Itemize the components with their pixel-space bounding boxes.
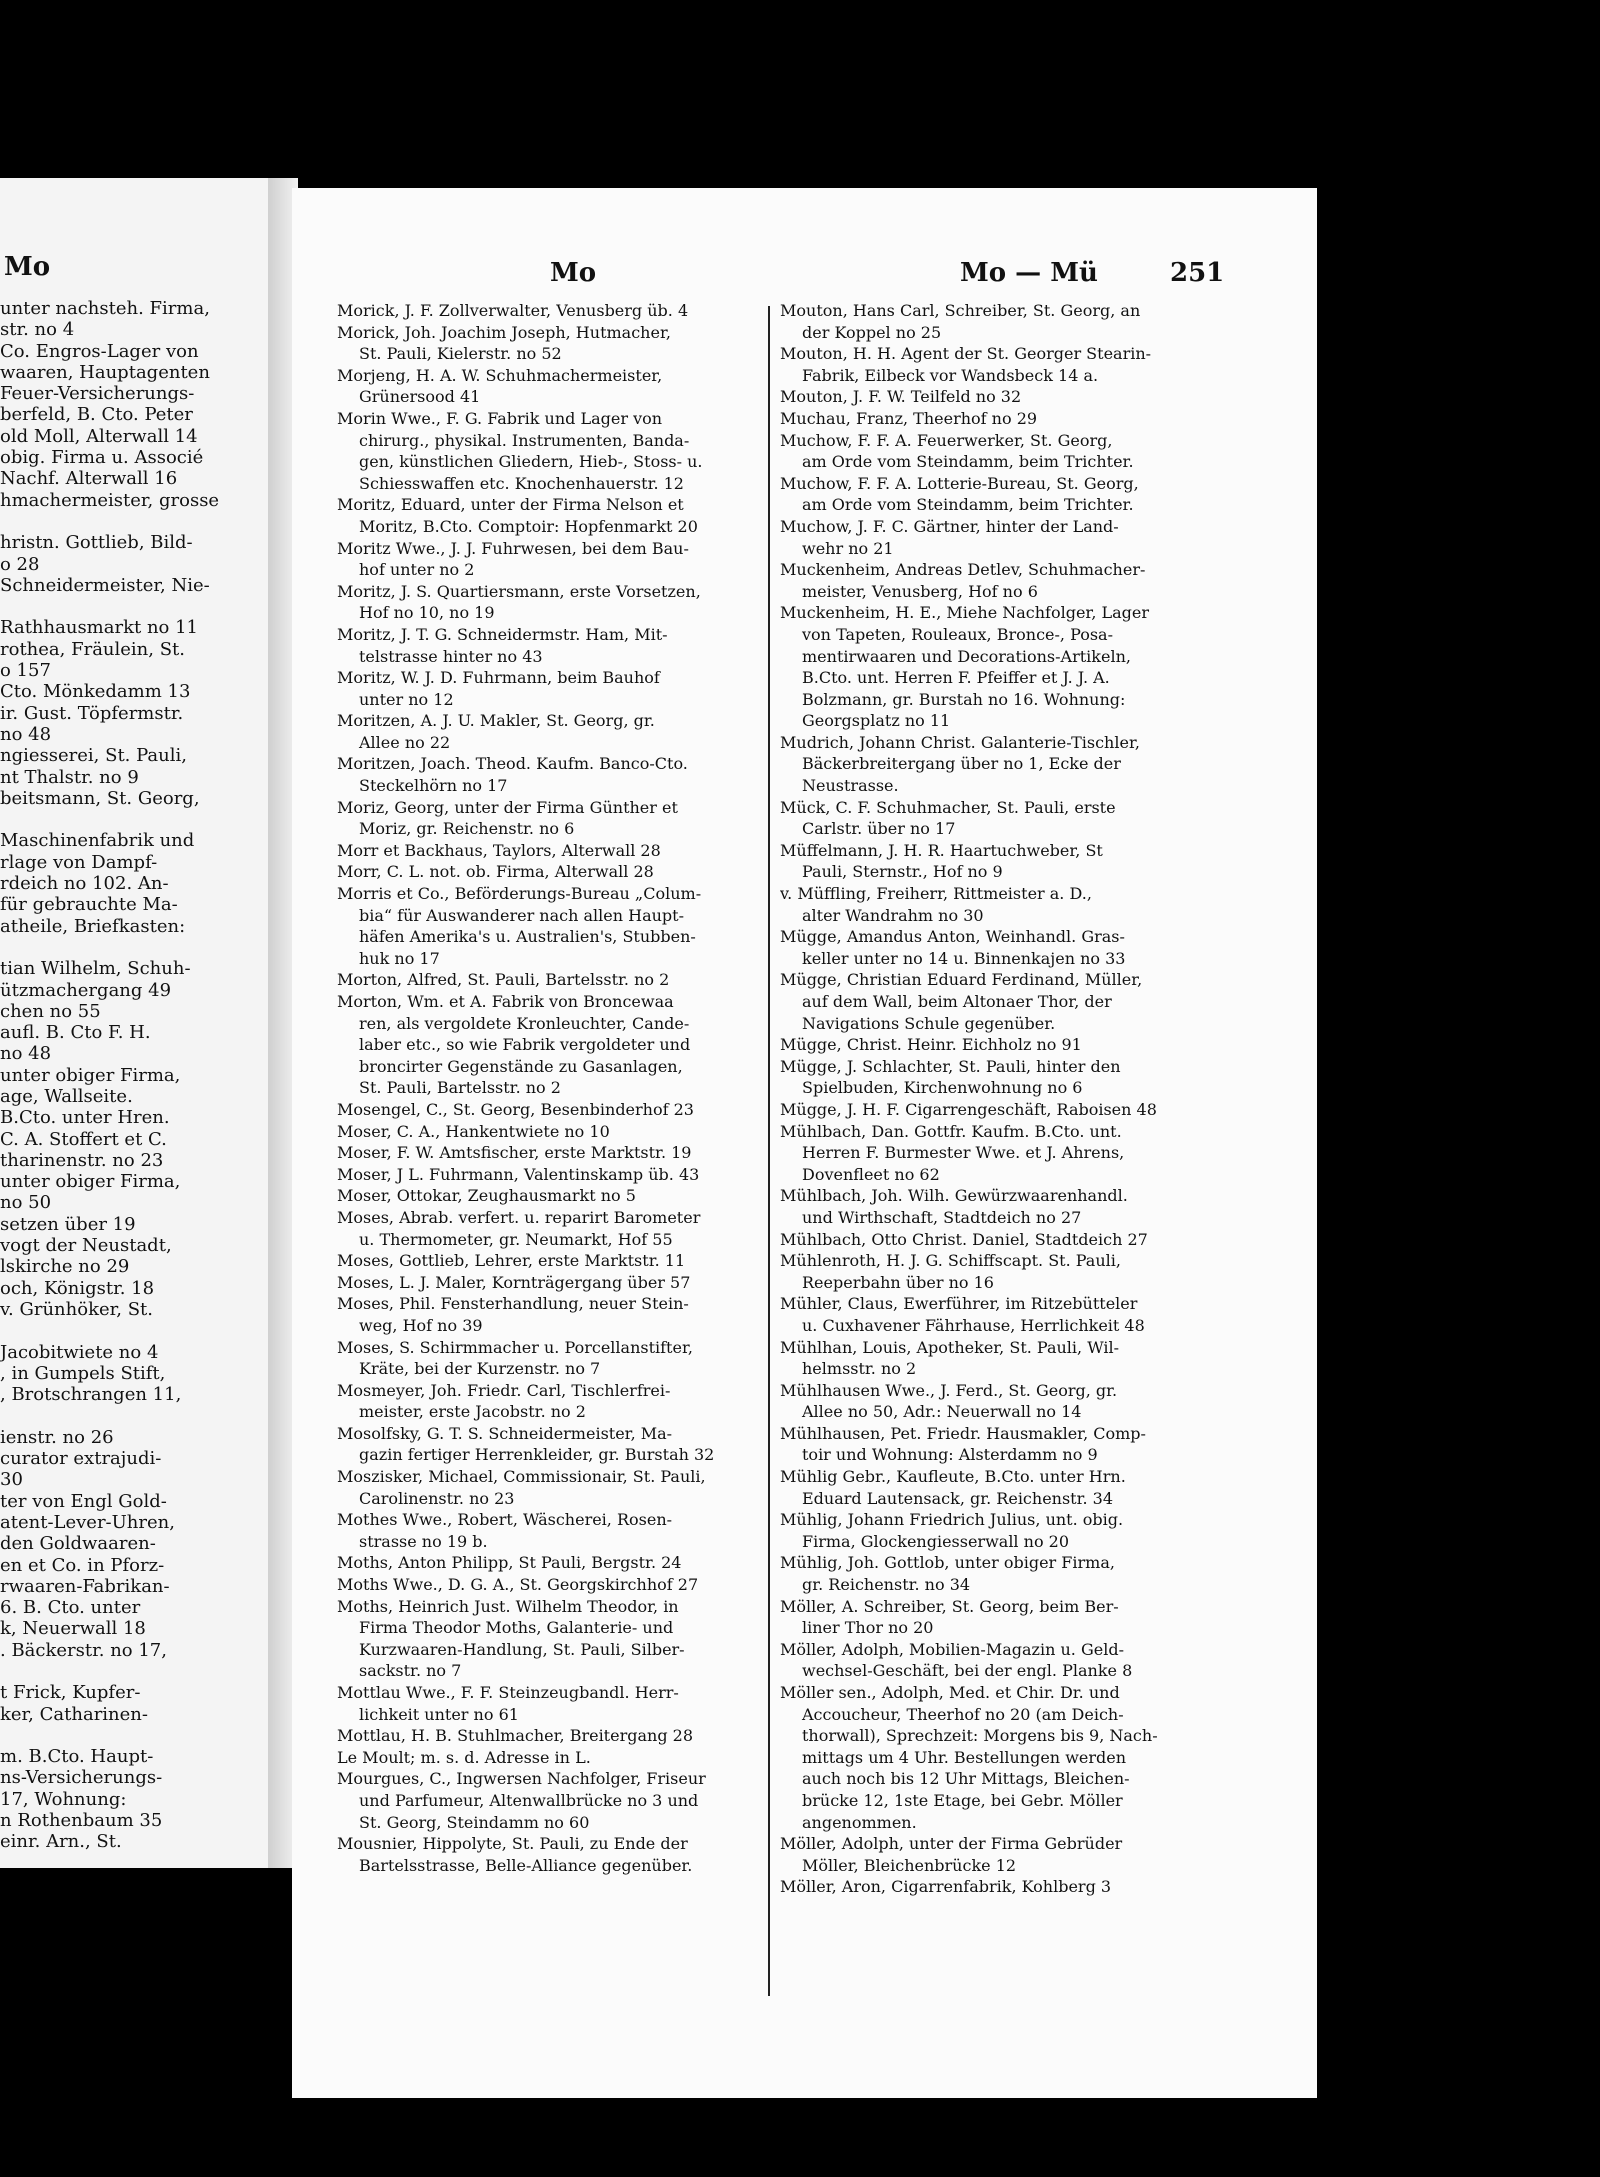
left-page-line: no 48	[0, 1043, 52, 1065]
left-page-line	[0, 1725, 265, 1746]
directory-entry-line: Mühlhausen Wwe., J. Ferd., St. Georg, gr.	[780, 1380, 1118, 1400]
left-page-line: Jacobitwiete no 4	[0, 1341, 159, 1363]
directory-entry-line: helmsstr. no 2	[802, 1359, 917, 1379]
directory-entry-line: Mourgues, C., Ingwersen Nachfolger, Friseur	[337, 1769, 706, 1789]
directory-entry-line: St. Pauli, Bartelsstr. no 2	[359, 1078, 561, 1098]
left-page-line: lskirche no 29	[0, 1256, 130, 1278]
directory-entry-line: Spielbuden, Kirchenwohnung no 6	[802, 1078, 1083, 1098]
left-page-line: n Rothenbaum 35	[0, 1810, 163, 1832]
directory-entry-line: wehr no 21	[802, 538, 894, 558]
directory-entry-line: Möller sen., Adolph, Med. et Chir. Dr. und	[780, 1683, 1120, 1702]
left-page-line: atent-Lever-Uhren,	[0, 1511, 175, 1533]
directory-entry-line: Moriz, gr. Reichenstr. no 6	[359, 819, 575, 839]
directory-entry-line: Moritz, Eduard, unter der Firma Nelson et	[337, 495, 684, 515]
left-page-line: , in Gumpels Stift,	[0, 1362, 166, 1384]
directory-entry-line: Muchow, F. F. A. Lotterie-Bureau, St. Georg,	[780, 473, 1139, 493]
directory-entry-line: Bolzmann, gr. Burstah no 16. Wohnung:	[802, 689, 1126, 709]
left-page-line: . Bäckerstr. no 17,	[0, 1639, 167, 1661]
directory-entry-line: Firma Theodor Moths, Galanterie- und	[359, 1618, 674, 1638]
directory-entry-line: Le Moult; m. s. d. Adresse in L.	[337, 1747, 591, 1767]
left-page-line: ir. Gust. Töpfermstr.	[0, 702, 184, 724]
directory-entry-line: broncirter Gegenstände zu Gasanlagen,	[359, 1056, 683, 1076]
directory-entry-line: gr. Reichenstr. no 34	[802, 1575, 971, 1595]
page-number: 251	[1170, 258, 1225, 288]
directory-entry-line: Moser, J L. Fuhrmann, Valentinskamp üb. 43	[337, 1164, 700, 1184]
directory-entry-line: Carolinenstr. no 23	[359, 1488, 515, 1508]
left-page-line: str. no 4	[0, 319, 75, 341]
left-page-line: ter von Engl Gold-	[0, 1490, 167, 1512]
left-page-line: ützmachergang 49	[0, 979, 172, 1001]
directory-entry-line: thorwall), Sprechzeit: Morgens bis 9, Nach-	[802, 1726, 1158, 1746]
left-page-line	[0, 596, 265, 617]
directory-entry-line: Muchow, J. F. C. Gärtner, hinter der Land-	[780, 516, 1119, 536]
directory-entry-line: Mügge, J. Schlachter, St. Pauli, hinter den	[780, 1056, 1121, 1076]
left-page-line: k, Neuerwall 18	[0, 1618, 146, 1640]
left-page-line: Rathhausmarkt no 11	[0, 617, 198, 639]
directory-entry-line: wechsel-Geschäft, bei der engl. Planke 8	[802, 1661, 1133, 1681]
directory-entry-line: telstrasse hinter no 43	[359, 646, 543, 666]
left-page-line: t Frick, Kupfer-	[0, 1682, 141, 1704]
directory-entry-line: Pauli, Sternstr., Hof no 9	[802, 862, 1003, 882]
directory-entry-line: alter Wandrahm no 30	[802, 905, 984, 925]
left-page-line: rdeich no 102. An-	[0, 873, 169, 895]
directory-entry-line: Muchau, Franz, Theerhof no 29	[780, 408, 1038, 428]
left-page-line: unter obiger Firma,	[0, 1171, 181, 1193]
directory-entry-line: Mothes Wwe., Robert, Wäscherei, Rosen-	[337, 1510, 673, 1530]
left-page-line: hristn. Gottlieb, Bild-	[0, 532, 193, 554]
directory-entry-line: Kurzwaaren-Handlung, St. Pauli, Silber-	[359, 1639, 685, 1659]
directory-entry-line: Mosolfsky, G. T. S. Schneidermeister, Ma-	[337, 1423, 673, 1443]
left-page-line: beitsmann, St. Georg,	[0, 787, 200, 809]
directory-entry-line: Moses, Phil. Fensterhandlung, neuer Stein-	[337, 1294, 689, 1314]
directory-entry-line: angenommen.	[802, 1812, 917, 1832]
directory-entry-line: Reeperbahn über no 16	[802, 1272, 994, 1292]
directory-entry-line: Mottlau Wwe., F. F. Steinzeugbandl. Herr-	[337, 1683, 679, 1702]
left-page-line: nt Thalstr. no 9	[0, 766, 139, 788]
left-page-line: Feuer-Versicherungs-	[0, 383, 195, 405]
directory-entry-line: Morick, J. F. Zollverwalter, Venusberg üb. 4	[337, 301, 689, 320]
left-page-line: einr. Arn., St.	[0, 1831, 122, 1853]
left-page-line: C. A. Stoffert et C.	[0, 1128, 167, 1150]
directory-entry-line: B.Cto. unt. Herren F. Pfeiffer et J. J. A.	[802, 668, 1110, 688]
directory-entry-line: laber etc., so wie Fabrik vergoldeter und	[359, 1035, 691, 1055]
directory-entry-line: Mühlig, Johann Friedrich Julius, unt. obig.	[780, 1510, 1124, 1530]
left-page-line: ker, Catharinen-	[0, 1703, 148, 1725]
left-page-line: berfeld, B. Cto. Peter	[0, 404, 193, 426]
directory-entry-line: Moser, C. A., Hankentwiete no 10	[337, 1121, 610, 1141]
directory-entry-line: Mügge, J. H. F. Cigarrengeschäft, Raboisen 48	[780, 1099, 1157, 1119]
directory-column-right	[780, 300, 1212, 1898]
directory-entry-line: Allee no 50, Adr.: Neuerwall no 14	[802, 1402, 1082, 1422]
directory-entry-line: Hof no 10, no 19	[359, 603, 495, 623]
left-page-text	[0, 298, 265, 1853]
directory-entry-line: Mühlenroth, H. J. G. Schiffscapt. St. Pauli,	[780, 1251, 1121, 1271]
directory-entry-line: Moritzen, A. J. U. Makler, St. Georg, gr.	[337, 711, 655, 731]
left-page-line: o 157	[0, 660, 51, 682]
left-page-header: Mo	[4, 252, 51, 282]
directory-column-left	[337, 300, 765, 1876]
directory-entry-line: Mühlbach, Otto Christ. Daniel, Stadtdeich 27	[780, 1229, 1148, 1249]
directory-entry-line: meister, Venusberg, Hof no 6	[802, 581, 1038, 601]
directory-entry-line: Eduard Lautensack, gr. Reichenstr. 34	[802, 1488, 1114, 1508]
directory-entry-line: Moser, F. W. Amtsfischer, erste Marktstr. 19	[337, 1143, 692, 1163]
directory-entry-line: Möller, Adolph, Mobilien-Magazin u. Geld-	[780, 1639, 1124, 1659]
left-page-line: tharinenstr. no 23	[0, 1149, 164, 1171]
left-page-line: Nachf. Alterwall 16	[0, 468, 178, 490]
directory-entry-line: weg, Hof no 39	[359, 1315, 483, 1335]
directory-entry-line: Müffelmann, J. H. R. Haartuchweber, St	[780, 840, 1103, 860]
directory-entry-line: lichkeit unter no 61	[359, 1704, 519, 1724]
directory-entry-line: Mouton, Hans Carl, Schreiber, St. Georg, an	[780, 301, 1141, 320]
directory-entry-line: Mousnier, Hippolyte, St. Pauli, zu Ende der	[337, 1834, 688, 1854]
left-page-line	[0, 937, 265, 958]
left-page-line: v. Grünhöker, St.	[0, 1298, 153, 1320]
left-page-line	[0, 1320, 265, 1341]
directory-entry-line: Mosmeyer, Joh. Friedr. Carl, Tischlerfrei-	[337, 1380, 671, 1400]
directory-entry-line: gen, künstlichen Gliedern, Hieb-, Stoss- u.	[359, 452, 703, 472]
left-page-line: rothea, Fräulein, St.	[0, 638, 186, 660]
directory-entry-line: Morton, Alfred, St. Pauli, Bartelsstr. no 2	[337, 970, 670, 990]
directory-entry-line: Neustrasse.	[802, 776, 899, 796]
left-page-line: 6. B. Cto. unter	[0, 1597, 141, 1619]
directory-entry-line: strasse no 19 b.	[359, 1531, 488, 1551]
left-page-line: ns-Versicherungs-	[0, 1767, 163, 1789]
left-page	[0, 178, 268, 1868]
directory-entry-line: Allee no 22	[359, 732, 451, 752]
directory-entry-line: chirurg., physikal. Instrumenten, Banda-	[359, 430, 690, 450]
directory-entry-line: Mühlig, Joh. Gottlob, unter obiger Firma,	[780, 1553, 1115, 1573]
left-page-line: rwaaren-Fabrikan-	[0, 1575, 170, 1597]
directory-entry-line: St. Georg, Steindamm no 60	[359, 1812, 590, 1832]
directory-entry-line: brücke 12, 1ste Etage, bei Gebr. Möller	[802, 1790, 1123, 1810]
directory-entry-line: Bartelsstrasse, Belle-Alliance gegenüber.	[359, 1855, 693, 1875]
directory-entry-line: Moszisker, Michael, Commissionair, St. Pauli,	[337, 1467, 706, 1487]
left-page-line: m. B.Cto. Haupt-	[0, 1746, 154, 1768]
left-page-line: och, Königstr. 18	[0, 1277, 155, 1299]
directory-entry-line: Moses, Gottlieb, Lehrer, erste Marktstr. 11	[337, 1251, 686, 1271]
directory-entry-line: meister, erste Jacobstr. no 2	[359, 1402, 586, 1422]
directory-entry-line: Moritz, J. S. Quartiersmann, erste Vorsetzen,	[337, 581, 701, 601]
left-page-line: vogt der Neustadt,	[0, 1235, 172, 1257]
directory-entry-line: unter no 12	[359, 689, 454, 709]
directory-entry-line: Moths, Heinrich Just. Wilhelm Theodor, in	[337, 1596, 679, 1616]
directory-entry-line: Mügge, Amandus Anton, Weinhandl. Gras-	[780, 927, 1125, 947]
directory-entry-line: am Orde vom Steindamm, beim Trichter.	[802, 452, 1134, 472]
directory-entry-line: Moritz, W. J. D. Fuhrmann, beim Bauhof	[337, 668, 660, 688]
directory-entry-line: Moths Wwe., D. G. A., St. Georgskirchhof 27	[337, 1575, 699, 1595]
directory-entry-line: Moritz, J. T. G. Schneidermstr. Ham, Mit-	[337, 624, 668, 644]
directory-entry-line: und Parfumeur, Altenwallbrücke no 3 und	[359, 1790, 699, 1810]
directory-entry-line: Morjeng, H. A. W. Schuhmachermeister,	[337, 365, 663, 385]
left-page-line: Maschinenfabrik und	[0, 830, 195, 852]
directory-entry-line: Möller, A. Schreiber, St. Georg, beim Ber-	[780, 1596, 1119, 1616]
directory-entry-line: Möller, Aron, Cigarrenfabrik, Kohlberg 3	[780, 1877, 1112, 1897]
directory-entry-line: Morr et Backhaus, Taylors, Alterwall 28	[337, 840, 661, 860]
directory-entry-line: Muchow, F. F. A. Feuerwerker, St. Georg,	[780, 430, 1113, 450]
directory-entry-line: Moses, Abrab. verfert. u. reparirt Barometer	[337, 1207, 701, 1227]
directory-entry-line: Kräte, bei der Kurzenstr. no 7	[359, 1359, 601, 1379]
directory-entry-line: Mügge, Christ. Heinr. Eichholz no 91	[780, 1035, 1082, 1055]
left-page-line: für gebrauchte Ma-	[0, 894, 178, 916]
left-page-line: unter obiger Firma,	[0, 1064, 181, 1086]
directory-entry-line: häfen Amerika's u. Australien's, Stubben-	[359, 927, 696, 947]
directory-entry-line: Carlstr. über no 17	[802, 819, 956, 839]
directory-entry-line: keller unter no 14 u. Binnenkajen no 33	[802, 948, 1126, 968]
directory-entry-line: von Tapeten, Rouleaux, Bronce-, Posa-	[802, 624, 1113, 644]
left-page-line: Cto. Mönkedamm 13	[0, 681, 191, 703]
directory-entry-line: Moser, Ottokar, Zeughausmarkt no 5	[337, 1186, 636, 1206]
directory-entry-line: Moses, S. Schirmmacher u. Porcellanstifter,	[337, 1337, 693, 1357]
left-page-line: old Moll, Alterwall 14	[0, 425, 198, 447]
directory-entry-line: Muckenheim, Andreas Detlev, Schuhmacher-	[780, 560, 1146, 580]
column-divider	[768, 306, 770, 1996]
directory-entry-line: Moses, L. J. Maler, Kornträgergang über 57	[337, 1272, 691, 1292]
directory-entry-line: Möller, Bleichenbrücke 12	[802, 1855, 1017, 1875]
left-page-line: en et Co. in Pforz-	[0, 1554, 165, 1576]
directory-entry-line: toir und Wohnung: Alsterdamm no 9	[802, 1445, 1098, 1465]
directory-entry-line: Moritz Wwe., J. J. Fuhrwesen, bei dem Bau-	[337, 538, 689, 558]
directory-entry-line: Mühlbach, Dan. Gottfr. Kaufm. B.Cto. unt.	[780, 1121, 1122, 1141]
left-page-line: age, Wallseite.	[0, 1085, 133, 1107]
left-page-line	[0, 809, 265, 830]
directory-entry-line: Navigations Schule gegenüber.	[802, 1013, 1056, 1033]
directory-entry-line: u. Cuxhavener Fährhause, Herrlichkeit 48	[802, 1315, 1145, 1335]
directory-entry-line: Mügge, Christian Eduard Ferdinand, Müller,	[780, 970, 1143, 990]
left-page-line: chen no 55	[0, 1000, 101, 1022]
header-right: Mo — Mü	[960, 258, 1098, 288]
directory-entry-line: Moths, Anton Philipp, St Pauli, Bergstr. 24	[337, 1553, 682, 1573]
directory-entry-line: u. Thermometer, gr. Neumarkt, Hof 55	[359, 1229, 673, 1249]
directory-entry-line: Morris et Co., Beförderungs-Bureau „Colum-	[337, 884, 702, 904]
directory-entry-line: Morton, Wm. et A. Fabrik von Broncewaa	[337, 992, 674, 1011]
directory-entry-line: Muckenheim, H. E., Miehe Nachfolger, Lager	[780, 603, 1150, 623]
left-page-line	[0, 511, 265, 532]
directory-entry-line: der Koppel no 25	[802, 322, 942, 342]
header-left: Mo	[550, 258, 597, 288]
directory-entry-line: mittags um 4 Uhr. Bestellungen werden	[802, 1747, 1127, 1767]
directory-entry-line: Moritzen, Joach. Theod. Kaufm. Banco-Cto.	[337, 754, 688, 774]
directory-entry-line: Mühlhan, Louis, Apotheker, St. Pauli, Wil-	[780, 1337, 1120, 1357]
left-page-line: no 48	[0, 723, 52, 745]
left-page-line: rlage von Dampf-	[0, 851, 158, 873]
directory-entry-line: Mühlhausen, Pet. Friedr. Hausmakler, Comp-	[780, 1423, 1146, 1443]
directory-entry-line: Fabrik, Eilbeck vor Wandsbeck 14 a.	[802, 365, 1099, 385]
directory-entry-line: liner Thor no 20	[802, 1618, 934, 1638]
left-page-line	[0, 1661, 265, 1682]
directory-entry-line: auch noch bis 12 Uhr Mittags, Bleichen-	[802, 1769, 1130, 1789]
left-page-line: Schneidermeister, Nie-	[0, 574, 210, 596]
left-page-line: o 28	[0, 553, 40, 575]
left-page-line: , Brotschrangen 11,	[0, 1384, 182, 1406]
directory-entry-line: und Wirthschaft, Stadtdeich no 27	[802, 1207, 1082, 1227]
left-page-line: obig. Firma u. Associé	[0, 447, 204, 469]
directory-entry-line: huk no 17	[359, 948, 440, 968]
left-page-line: no 50	[0, 1192, 52, 1214]
left-page-line: waaren, Hauptagenten	[0, 361, 210, 383]
left-page-line: hmachermeister, grosse	[0, 489, 220, 511]
directory-entry-line: Herren F. Burmester Wwe. et J. Ahrens,	[802, 1143, 1125, 1163]
directory-entry-line: Accoucheur, Theerhof no 20 (am Deich-	[802, 1704, 1124, 1724]
left-page-line: den Goldwaaren-	[0, 1533, 156, 1555]
directory-entry-line: hof unter no 2	[359, 560, 475, 580]
directory-entry-line: Grünersood 41	[359, 387, 481, 407]
directory-entry-line: bia“ für Auswanderer nach allen Haupt-	[359, 905, 684, 925]
directory-entry-line: Schiesswaffen etc. Knochenhauerstr. 12	[359, 473, 684, 493]
left-page-line: tian Wilhelm, Schuh-	[0, 958, 191, 980]
directory-entry-line: gazin fertiger Herrenkleider, gr. Burstah 32	[359, 1445, 715, 1465]
left-page-line: 17, Wohnung:	[0, 1788, 127, 1810]
directory-entry-line: ren, als vergoldete Kronleuchter, Cande-	[359, 1013, 690, 1033]
left-page-line: aufl. B. Cto F. H.	[0, 1022, 151, 1044]
directory-entry-line: Möller, Adolph, unter der Firma Gebrüder	[780, 1834, 1123, 1854]
directory-entry-line: Mück, C. F. Schuhmacher, St. Pauli, erste	[780, 797, 1116, 817]
left-page-line: unter nachsteh. Firma,	[0, 298, 210, 319]
right-page	[292, 188, 1317, 2098]
directory-entry-line: Mudrich, Johann Christ. Galanterie-Tischler,	[780, 732, 1140, 752]
left-page-line: 30	[0, 1469, 23, 1491]
directory-entry-line: Steckelhörn no 17	[359, 776, 508, 796]
directory-entry-line: St. Pauli, Kielerstr. no 52	[359, 344, 562, 364]
directory-entry-line: Moritz, B.Cto. Comptoir: Hopfenmarkt 20	[359, 516, 698, 536]
directory-entry-line: Mottlau, H. B. Stuhlmacher, Breitergang 28	[337, 1726, 693, 1746]
directory-entry-line: Mouton, H. H. Agent der St. Georger Stearin-	[780, 344, 1152, 364]
left-page-line: Co. Engros-Lager von	[0, 340, 199, 362]
directory-entry-line: Bäckerbreitergang über no 1, Ecke der	[802, 754, 1121, 774]
directory-entry-line: Mühler, Claus, Ewerführer, im Ritzebütteler	[780, 1294, 1138, 1314]
directory-entry-line: Dovenfleet no 62	[802, 1164, 940, 1184]
directory-entry-line: Morin Wwe., F. G. Fabrik und Lager von	[337, 408, 663, 428]
directory-entry-line: am Orde vom Steindamm, beim Trichter.	[802, 495, 1134, 515]
directory-entry-line: Morr, C. L. not. ob. Firma, Alterwall 28	[337, 862, 654, 882]
left-page-line: setzen über 19	[0, 1213, 136, 1235]
running-header	[292, 258, 1317, 298]
directory-entry-line: Mühlbach, Joh. Wilh. Gewürzwaarenhandl.	[780, 1186, 1128, 1206]
directory-entry-line: v. Müffling, Freiherr, Rittmeister a. D.,	[780, 884, 1092, 904]
directory-entry-line: sackstr. no 7	[359, 1661, 462, 1681]
directory-entry-line: Morick, Joh. Joachim Joseph, Hutmacher,	[337, 322, 671, 342]
left-page-line: B.Cto. unter Hren.	[0, 1107, 170, 1129]
directory-entry-line: mentirwaaren und Decorations-Artikeln,	[802, 646, 1131, 666]
directory-entry-line: Firma, Glockengiesserwall no 20	[802, 1531, 1070, 1551]
left-page-line	[0, 1405, 265, 1426]
left-page-line: curator extrajudi-	[0, 1448, 162, 1470]
left-page-line: ienstr. no 26	[0, 1426, 114, 1448]
left-page-line: atheile, Briefkasten:	[0, 915, 186, 937]
directory-entry-line: Georgsplatz no 11	[802, 711, 951, 731]
directory-entry-line: Moriz, Georg, unter der Firma Günther et	[337, 797, 678, 817]
directory-entry-line: Mosengel, C., St. Georg, Besenbinderhof 23	[337, 1099, 694, 1119]
directory-entry-line: Mouton, J. F. W. Teilfeld no 32	[780, 387, 1022, 407]
directory-entry-line: auf dem Wall, beim Altonaer Thor, der	[802, 992, 1112, 1011]
left-page-line: ngiesserei, St. Pauli,	[0, 745, 187, 767]
directory-entry-line: Mühlig Gebr., Kaufleute, B.Cto. unter Hrn.	[780, 1467, 1126, 1487]
